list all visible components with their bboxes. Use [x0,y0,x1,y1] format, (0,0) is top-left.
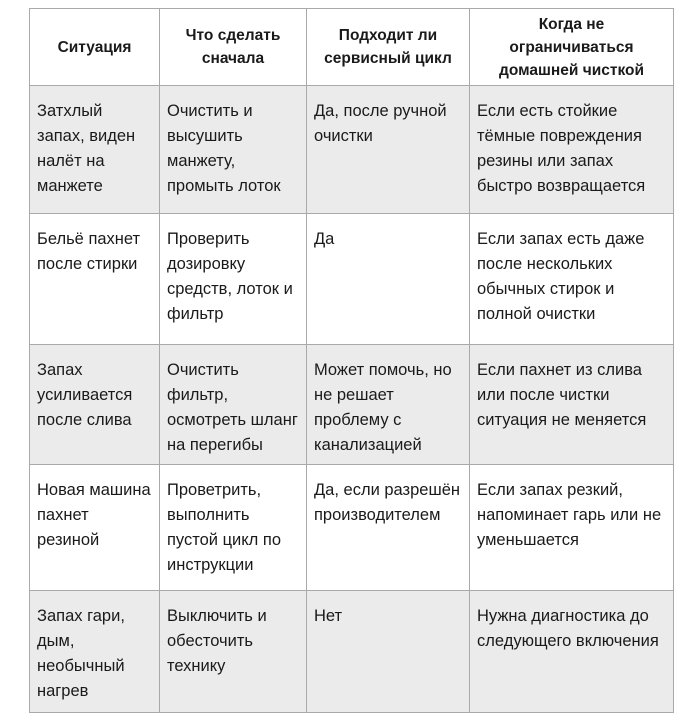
cell-situation: Запах усиливается после слива [30,345,160,465]
table-row [30,214,674,345]
cell-beyond-home: Нужна диагностика до следующего включения [470,591,674,713]
cell-situation: Запах гари, дым, необычный нагрев [30,591,160,713]
cell-first-step: Очистить фильтр, осмотреть шланг на перегибы [160,345,307,465]
table-row [30,591,674,713]
cell-first-step: Проветрить, выполнить пустой цикл по инструкции [160,465,307,591]
cell-beyond-home: Если запах резкий, напоминает гарь или не уменьшается [470,465,674,591]
cell-service-cycle: Да [307,214,470,345]
table-row [30,86,674,214]
cell-service-cycle: Нет [307,591,470,713]
header-row [30,9,674,86]
table-row [30,345,674,465]
cell-service-cycle: Может помочь, но не решает проблему с канализацией [307,345,470,465]
cell-beyond-home: Если запах есть даже после нескольких обычных стирок и полной очистки [470,214,674,345]
cell-service-cycle: Да, если разрешён производителем [307,465,470,591]
cell-situation: Затхлый запах, виден налёт на манжете [30,86,160,214]
table-row [30,465,674,591]
cell-service-cycle: Да, после ручной очистки [307,86,470,214]
cell-situation: Бельё пахнет после стирки [30,214,160,345]
header-beyond-home: Когда не ограничиваться домашней чисткой [470,9,674,86]
header-first-step: Что сделать сначала [160,9,307,86]
header-service-cycle: Подходит ли сервисный цикл [307,9,470,86]
cell-beyond-home: Если пахнет из слива или после чистки ситуация не меняется [470,345,674,465]
cell-beyond-home: Если есть стойкие тёмные повреждения резины или запах быстро возвращается [470,86,674,214]
cell-first-step: Очистить и высушить манжету, промыть лоток [160,86,307,214]
header-situation: Ситуация [30,9,160,86]
cell-first-step: Выключить и обесточить технику [160,591,307,713]
cell-situation: Новая машина пахнет резиной [30,465,160,591]
comparison-table [29,8,674,713]
cell-first-step: Проверить дозировку средств, лоток и фильтр [160,214,307,345]
